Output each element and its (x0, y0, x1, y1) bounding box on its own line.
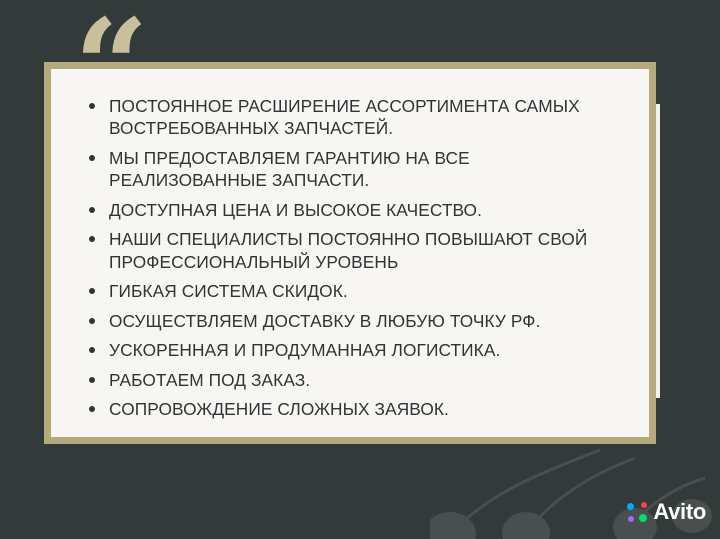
benefits-list (51, 69, 649, 421)
list-item: ДОСТУПНАЯ ЦЕНА И ВЫСОКОЕ КАЧЕСТВО. (109, 199, 621, 221)
benefits-card (44, 62, 656, 444)
avito-logo-text: Avito (653, 499, 706, 524)
list-item: СОПРОВОЖДЕНИЕ СЛОЖНЫХ ЗАЯВОК. (109, 398, 621, 420)
list-item: НАШИ СПЕЦИАЛИСТЫ ПОСТОЯННО ПОВЫШАЮТ СВОЙ ПРОФЕССИОНАЛЬНЫЙ УРОВЕНЬ (109, 228, 621, 273)
list-item: ОСУЩЕСТВЛЯЕМ ДОСТАВКУ В ЛЮБУЮ ТОЧКУ РФ. (109, 310, 621, 332)
background-block-left (0, 104, 48, 398)
list-item: ПОСТОЯННОЕ РАСШИРЕНИЕ АССОРТИМЕНТА САМЫХ ВОСТРЕБОВАННЫХ ЗАПЧАСТЕЙ. (109, 95, 621, 140)
avito-logo-icon (627, 502, 647, 522)
list-item: УСКОРЕННАЯ И ПРОДУМАННАЯ ЛОГИСТИКА. (109, 339, 621, 361)
avito-watermark (627, 499, 706, 525)
list-item: МЫ ПРЕДОСТАВЛЯЕМ ГАРАНТИЮ НА ВСЕ РЕАЛИЗОВАННЫЕ ЗАПЧАСТИ. (109, 147, 621, 192)
list-item: ГИБКАЯ СИСТЕМА СКИДОК. (109, 280, 621, 302)
list-item: РАБОТАЕМ ПОД ЗАКАЗ. (109, 369, 621, 391)
background-block-right (660, 104, 720, 398)
